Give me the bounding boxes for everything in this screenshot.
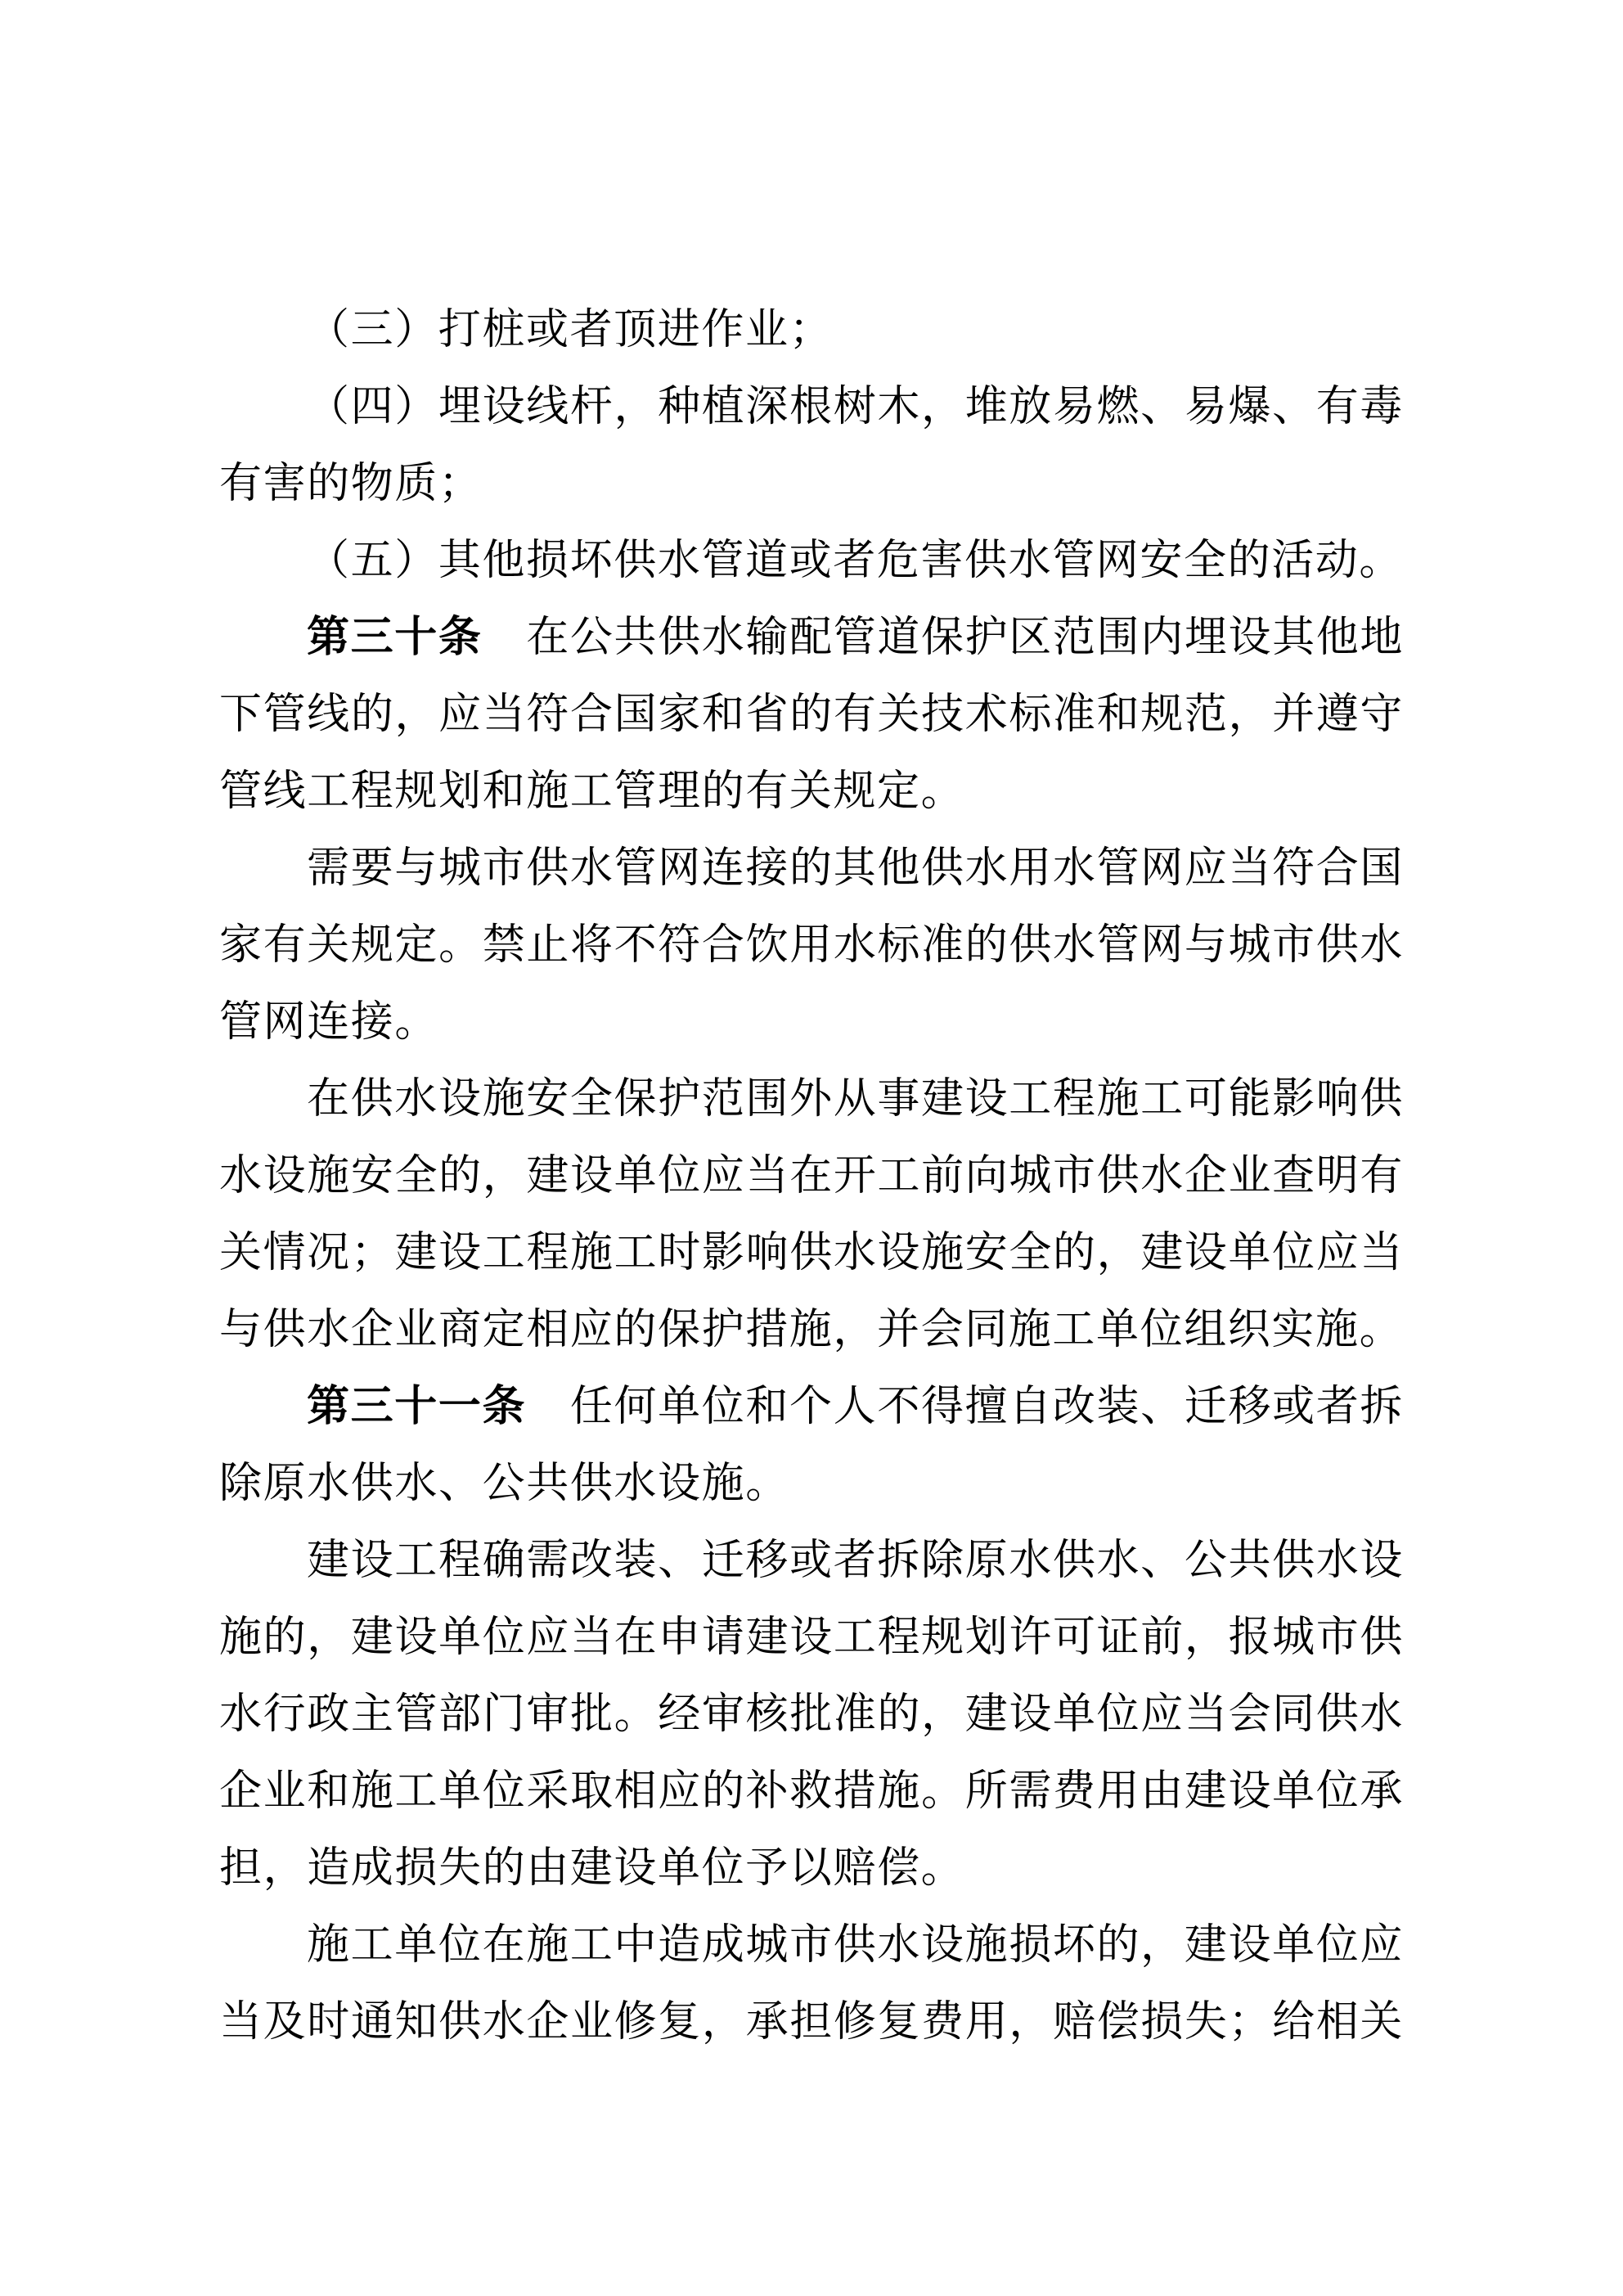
text-line	[219, 600, 1404, 677]
text-line: 除原水供水、公共供水设施。	[219, 1461, 789, 1507]
text-line: 施工单位在施工中造成城市供水设施损坏的，建设单位应	[307, 1922, 1404, 1969]
text-line: （四）埋设线杆，种植深根树木，堆放易燃、易爆、有毒	[307, 384, 1404, 430]
text-line: 在供水设施安全保护范围外从事建设工程施工可能影响供	[307, 1076, 1404, 1123]
text-line: （三）打桩或者顶进作业；	[307, 307, 834, 353]
text-line: 水设施安全的，建设单位应当在开工前向城市供水企业查明有	[219, 1153, 1404, 1200]
document-text-block	[219, 292, 1404, 2061]
text-line: 水行政主管部门审批。经审核批准的，建设单位应当会同供水	[219, 1691, 1404, 1738]
text-line: 有害的物质；	[219, 461, 483, 507]
text-line: 需要与城市供水管网连接的其他供水用水管网应当符合国	[307, 845, 1404, 892]
text-line: （五）其他损坏供水管道或者危害供水管网安全的活动。	[307, 538, 1404, 584]
text-line-content: 在公共供水输配管道保护区范围内埋设其他地	[482, 615, 1404, 661]
article-number: 第三十一条	[307, 1384, 527, 1430]
text-line: 施的，建设单位应当在申请建设工程规划许可证前，报城市供	[219, 1614, 1404, 1661]
text-line: 当及时通知供水企业修复，承担修复费用，赔偿损失；给相关	[219, 1999, 1404, 2046]
text-line: 建设工程确需改装、迁移或者拆除原水供水、公共供水设	[307, 1537, 1404, 1584]
text-line: 与供水企业商定相应的保护措施，并会同施工单位组织实施。	[219, 1307, 1404, 1353]
text-line: 家有关规定。禁止将不符合饮用水标准的供水管网与城市供水	[219, 922, 1404, 969]
text-line: 企业和施工单位采取相应的补救措施。所需费用由建设单位承	[219, 1768, 1404, 1815]
article-number: 第三十条	[307, 615, 483, 661]
text-line: 下管线的，应当符合国家和省的有关技术标准和规范，并遵守	[219, 691, 1404, 738]
text-line: 管线工程规划和施工管理的有关规定。	[219, 768, 965, 815]
text-line-content: 任何单位和个人不得擅自改装、迁移或者拆	[526, 1384, 1404, 1430]
text-line: 关情况；建设工程施工时影响供水设施安全的，建设单位应当	[219, 1230, 1404, 1276]
text-line	[219, 1369, 1404, 1446]
text-line: 管网连接。	[219, 999, 439, 1046]
text-line: 担，造成损失的由建设单位予以赔偿。	[219, 1845, 965, 1892]
